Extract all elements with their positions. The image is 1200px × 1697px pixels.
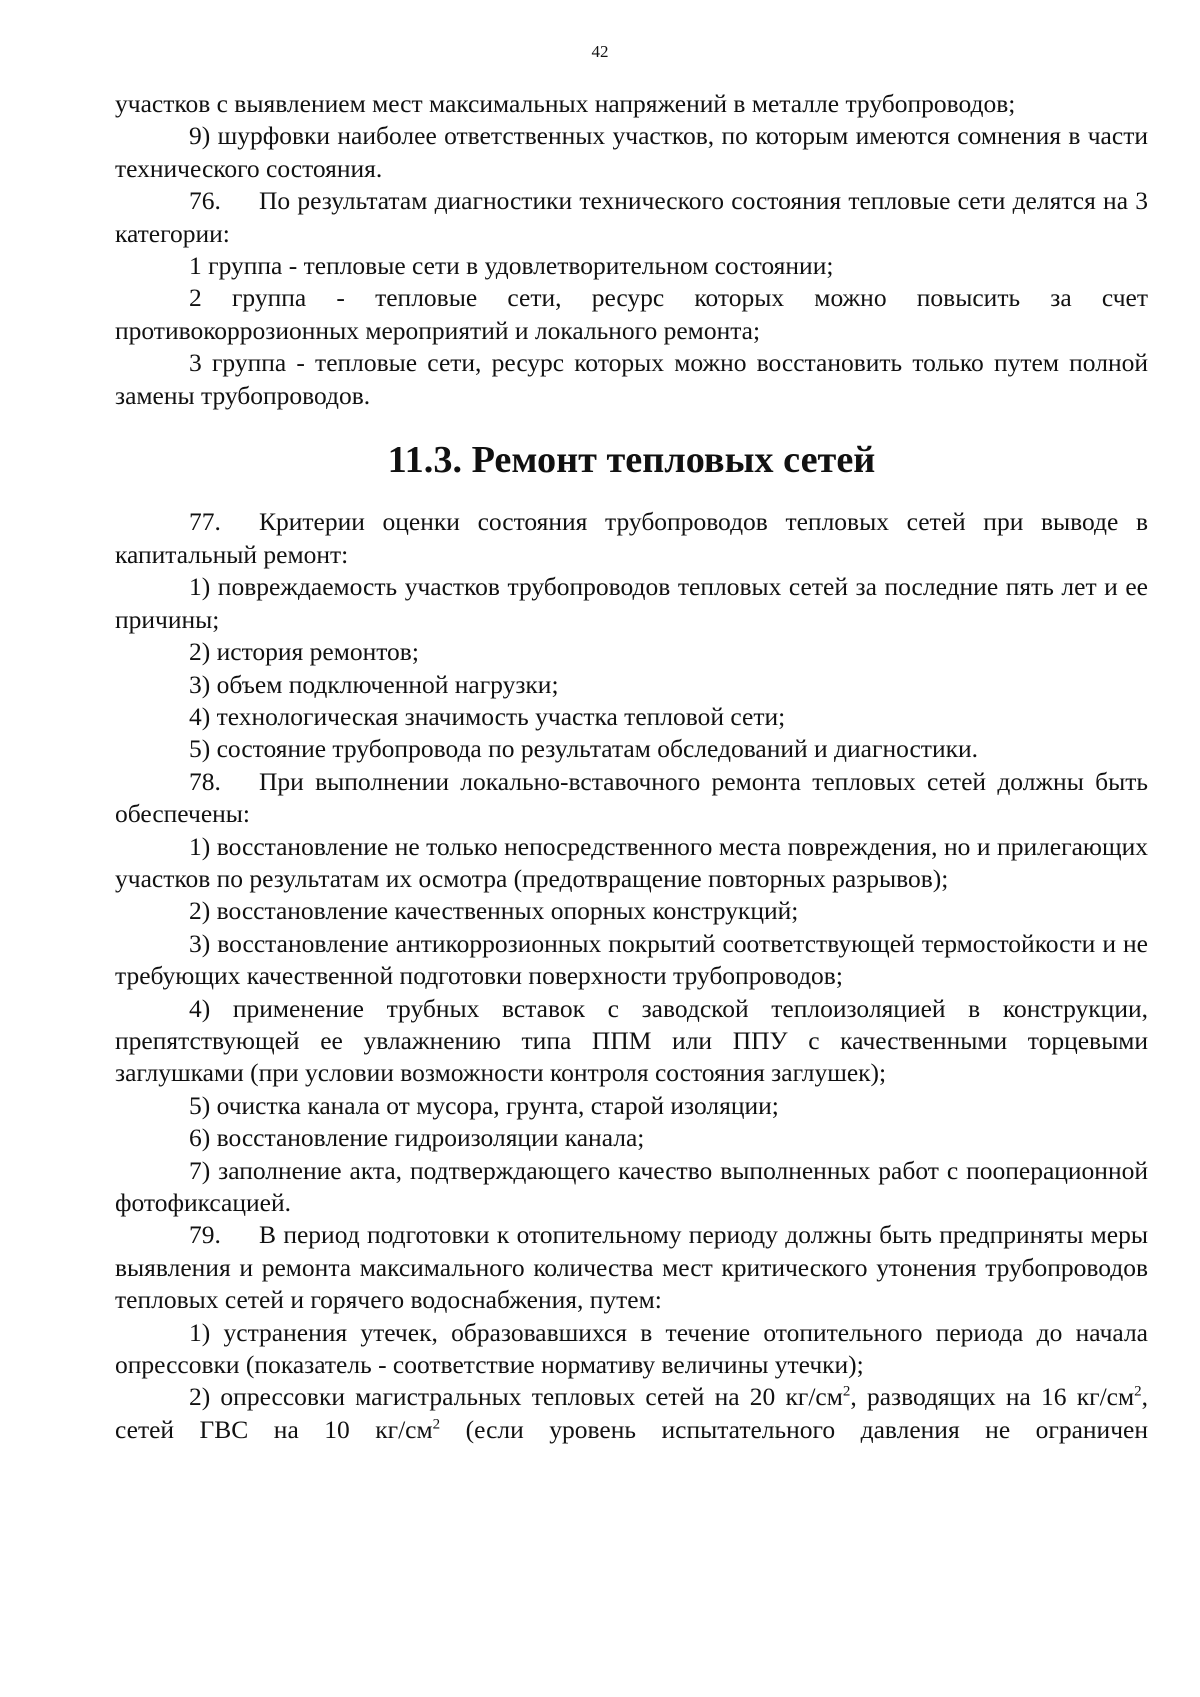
superscript: 2 bbox=[1134, 1383, 1142, 1400]
list-item: 6) восстановление гидроизоляции канала; bbox=[189, 1123, 645, 1153]
list-item: 1) устранения утечек, образовавшихся в течение отопительного периода до начала опрессовки (показатель - соответствие нормативу величины утечки); bbox=[115, 1317, 1148, 1380]
item-number: 76. bbox=[189, 186, 221, 216]
paragraph-item-78 bbox=[115, 766, 1148, 831]
list-item: 5) состояние трубопровода по результатам обследований и диагностики. bbox=[189, 734, 979, 764]
paragraph-text: По результатам диагностики технического состояния тепловые сети делятся на 3 категории: bbox=[115, 186, 1148, 248]
page-number: 42 bbox=[591, 42, 609, 61]
paragraph-text: В период подготовки к отопительному периоду должны быть предприняты меры выявления и ремонта максимального количества мест критического утонения трубопроводов тепловых сетей и горячего водоснабжения, путем: bbox=[115, 1220, 1148, 1315]
list-item: 1) повреждаемость участков трубопроводов тепловых сетей за последние пять лет и ее причины; bbox=[115, 572, 1148, 634]
list-item: 2) история ремонтов; bbox=[189, 637, 419, 667]
paragraph-text: Критерии оценки состояния трубопроводов тепловых сетей при выводе в капитальный ремонт: bbox=[115, 507, 1148, 569]
paragraph-continuation: участков с выявлением мест максимальных напряжений в металле трубопроводов; bbox=[115, 89, 1016, 118]
text-fragment: 2) опрессовки магистральных тепловых сетей на 20 кг/см bbox=[189, 1382, 843, 1412]
paragraph-item-77 bbox=[115, 506, 1148, 571]
item-number: 77. bbox=[189, 507, 221, 537]
list-item: 3) объем подключенной нагрузки; bbox=[189, 669, 559, 699]
section-heading: 11.3. Ремонт тепловых сетей bbox=[387, 439, 876, 482]
text-fragment: , разводящих на 16 кг/см bbox=[850, 1382, 1135, 1412]
list-item: 2) восстановление качественных опорных конструкций; bbox=[189, 896, 799, 926]
paragraph-item-76 bbox=[115, 185, 1148, 250]
list-item: 7) заполнение акта, подтверждающего качество выполненных работ с пооперационной фотофиксацией. bbox=[115, 1155, 1148, 1217]
list-item: 4) технологическая значимость участка тепловой сети; bbox=[189, 701, 786, 731]
paragraph-text: При выполнении локально-вставочного ремонта тепловых сетей должны быть обеспечены: bbox=[115, 766, 1148, 829]
paragraph-group-1: 1 группа - тепловые сети в удовлетворительном состоянии; bbox=[189, 251, 834, 281]
text-fragment: (если уровень испытательного давления не ограничен bbox=[440, 1414, 1148, 1444]
superscript: 2 bbox=[842, 1383, 851, 1400]
list-item: 4) применение трубных вставок с заводской теплоизоляцией в конструкции, препятствующей ее увлажнению типа ППМ или ППУ с качественными торцевыми заглушками (при условии возможности контроля состояния заглушек); bbox=[115, 993, 1148, 1088]
item-number: 78. bbox=[189, 766, 221, 796]
list-item: 5) очистка канала от мусора, грунта, старой изоляции; bbox=[189, 1090, 779, 1120]
document-body bbox=[115, 88, 1148, 1446]
paragraph-group-3: 3 группа - тепловые сети, ресурс которых можно восстановить только путем полной замены трубопроводов. bbox=[115, 348, 1148, 410]
paragraph-item-9: 9) шурфовки наиболее ответственных участков, по которым имеются сомнения в части технического состояния. bbox=[115, 121, 1148, 183]
list-item: 3) восстановление антикоррозионных покрытий соответствующей термостойкости и не требующих качественной подготовки поверхности трубопроводов; bbox=[115, 928, 1148, 991]
list-item: 1) восстановление не только непосредственного места повреждения, но и прилегающих участков по результатам их осмотра (предотвращение повторных разрывов); bbox=[115, 831, 1148, 893]
list-item bbox=[115, 1381, 1148, 1446]
item-number: 79. bbox=[189, 1220, 221, 1250]
paragraph-group-2: 2 группа - тепловые сети, ресурс которых можно повысить за счет противокоррозионных мероприятий и локального ремонта; bbox=[115, 283, 1148, 345]
superscript: 2 bbox=[432, 1416, 441, 1433]
paragraph-item-79 bbox=[115, 1219, 1148, 1316]
text-fragment: , сетей ГВС на 10 кг/см bbox=[115, 1382, 1148, 1444]
